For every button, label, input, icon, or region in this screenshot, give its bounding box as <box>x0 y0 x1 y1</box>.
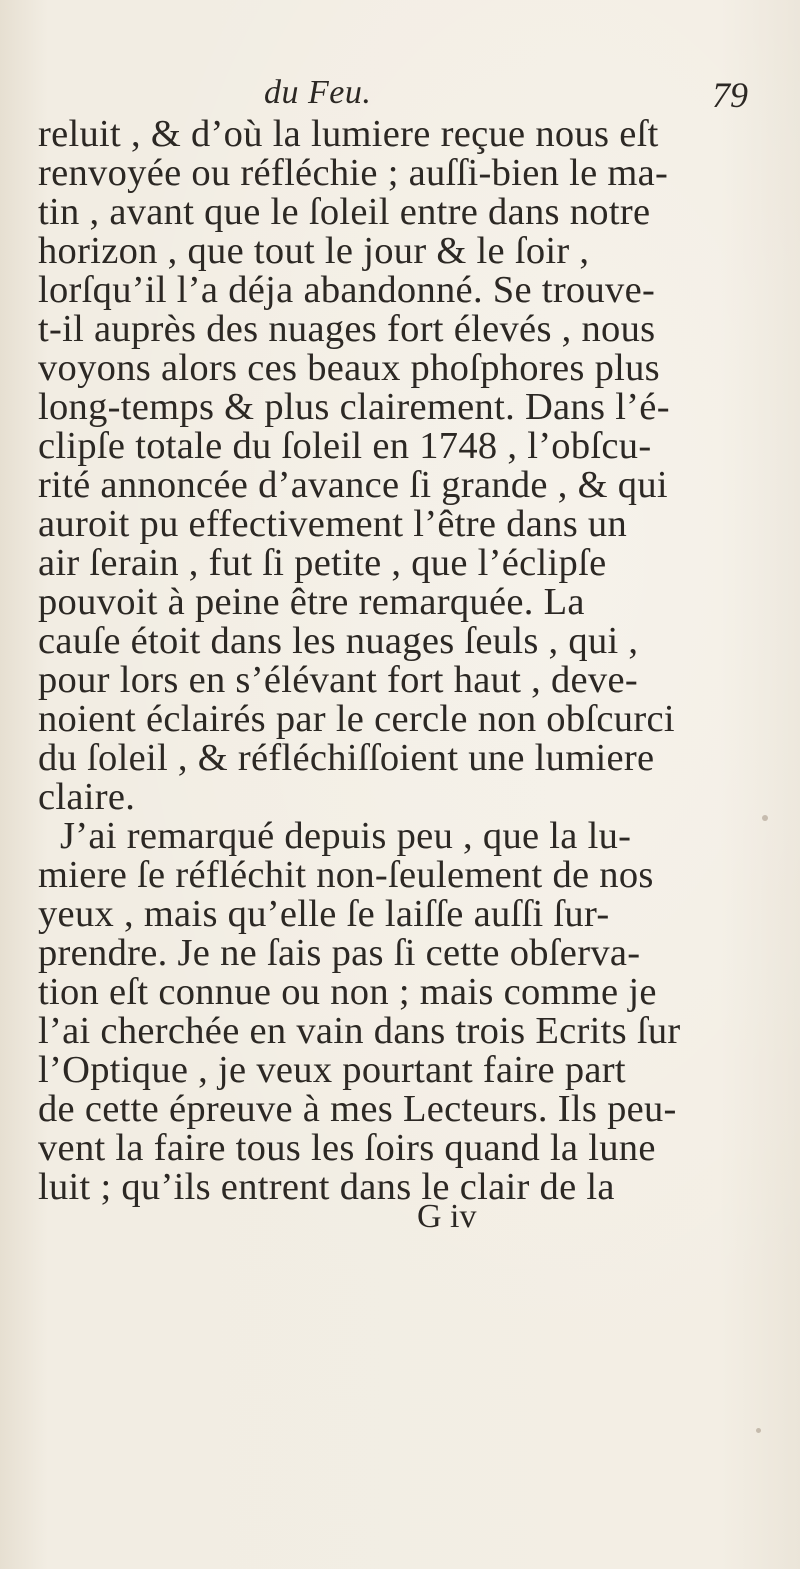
text-line: luit ; qu’ils entrent dans le clair de la <box>38 1166 615 1208</box>
page-number: 79 <box>712 75 748 115</box>
text-line: du ſoleil , & réfléchiſſoient une lumiere <box>38 737 655 779</box>
text-line: voyons alors ces beaux phoſphores plus <box>38 347 660 389</box>
text-line: tin , avant que le ſoleil entre dans notre <box>38 191 651 233</box>
text-line: long-temps & plus clairement. Dans l’é- <box>38 386 670 428</box>
text-line: air ſerain , fut ſi petite , que l’éclipſe <box>38 542 607 584</box>
paper-spot <box>762 815 768 821</box>
text-line: J’ai remarqué depuis peu , que la lu- <box>60 815 632 857</box>
text-line: renvoyée ou réfléchie ; auſſi-bien le ma- <box>38 152 669 194</box>
text-line: claire. <box>38 776 136 818</box>
text-line: horizon , que tout le jour & le ſoir , <box>38 230 590 272</box>
text-line: pour lors en s’élévant fort haut , deve- <box>38 659 638 701</box>
text-line: de cette épreuve à mes Lecteurs. Ils peu- <box>38 1088 677 1130</box>
text-line: noient éclairés par le cercle non obſcurci <box>38 698 675 740</box>
text-line: reluit , & d’où la lumiere reçue nous eſt <box>38 113 659 155</box>
text-line: pouvoit à peine être remarquée. La <box>38 581 585 623</box>
running-title: du Feu. <box>264 74 372 111</box>
text-line: prendre. Je ne ſais pas ſi cette obſerva- <box>38 932 641 974</box>
text-line: lorſqu’il l’a déja abandonné. Se trouve- <box>38 269 656 311</box>
text-line: yeux , mais qu’elle ſe laiſſe auſſi ſur- <box>38 893 610 935</box>
text-line: vent la faire tous les ſoirs quand la lune <box>38 1127 656 1169</box>
text-line: cauſe étoit dans les nuages ſeuls , qui , <box>38 620 639 662</box>
text-line: miere ſe réfléchit non-ſeulement de nos <box>38 854 654 896</box>
signature-mark: G iv <box>417 1198 477 1235</box>
paper-spot <box>756 1428 761 1433</box>
text-line: rité annoncée d’avance ſi grande , & qui <box>38 464 668 506</box>
text-line: auroit pu effectivement l’être dans un <box>38 503 628 545</box>
text-line: l’Optique , je veux pourtant faire part <box>38 1049 626 1091</box>
text-line: l’ai cherchée en vain dans trois Ecrits ſur <box>38 1010 681 1052</box>
text-line: tion eſt connue ou non ; mais comme je <box>38 971 657 1013</box>
text-line: clipſe totale du ſoleil en 1748 , l’obſcu- <box>38 425 652 467</box>
text-line: t-il auprès des nuages fort élevés , nous <box>38 308 656 350</box>
